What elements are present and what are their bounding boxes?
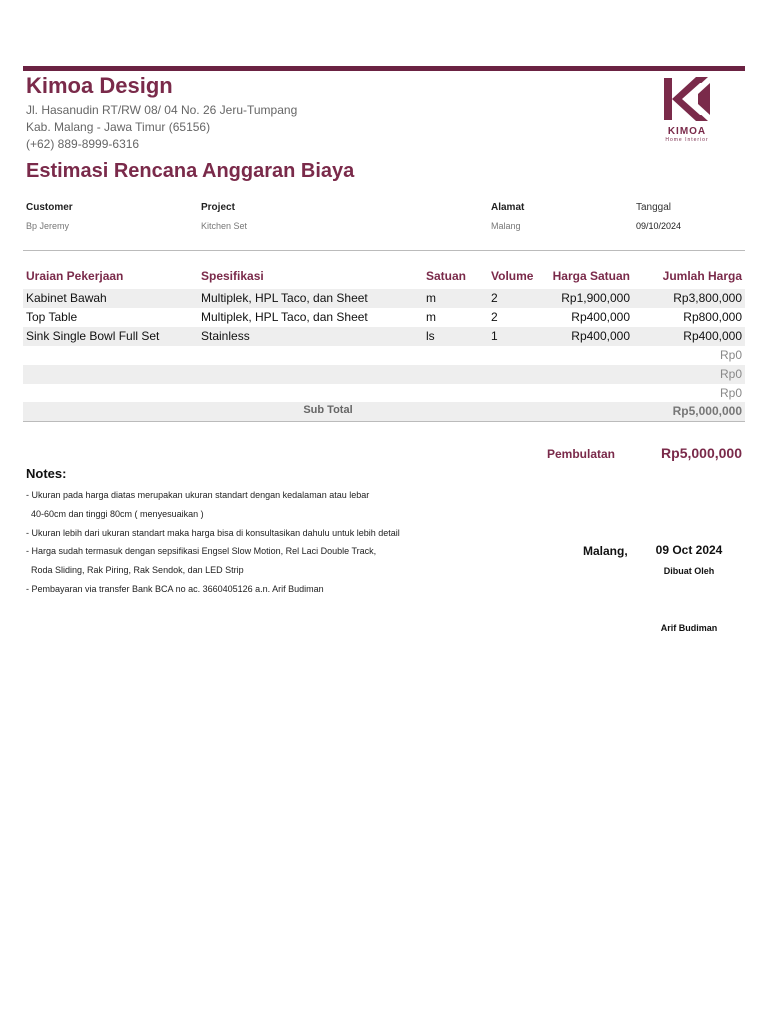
cell-satuan: m — [426, 310, 436, 324]
pembulatan-value: Rp5,000,000 — [661, 445, 742, 461]
column-header-harga-satuan: Harga Satuan — [552, 269, 630, 283]
customer-label: Customer — [26, 202, 73, 213]
document-title: Estimasi Rencana Anggaran Biaya — [26, 160, 355, 182]
project-value: Kitchen Set — [201, 221, 248, 231]
signer-name: Arif Budiman — [660, 623, 718, 633]
column-header-jumlah-harga: Jumlah Harga — [662, 269, 742, 283]
cell-spesifikasi: Stainless — [201, 329, 250, 343]
column-header-spesifikasi: Spesifikasi — [201, 269, 264, 283]
signature-date: 09 Oct 2024 — [655, 543, 723, 557]
column-header-volume: Volume — [491, 269, 534, 283]
cell-jumlah-harga: Rp0 — [719, 367, 742, 381]
subtotal-label: Sub Total — [303, 404, 353, 416]
cell-volume: 2 — [491, 291, 498, 305]
tanggal-label: Tanggal — [636, 202, 672, 213]
cell-satuan: m — [426, 291, 436, 305]
pembulatan-label: Pembulatan — [547, 447, 616, 461]
cell-uraian: Kabinet Bawah — [26, 291, 107, 305]
cell-harga-satuan: Rp400,000 — [571, 310, 630, 324]
note-line: - Pembayaran via transfer Bank BCA no ac. 3660405126 a.n. Arif Budiman — [26, 584, 324, 594]
cell-uraian: Sink Single Bowl Full Set — [26, 329, 160, 343]
note-line: - Ukuran pada harga diatas merupakan ukuran standart dengan kedalaman atau lebar — [26, 490, 370, 500]
note-line: - Ukuran lebih dari ukuran standart maka harga bisa di konsultasikan dahulu untuk lebih detail — [26, 528, 400, 538]
notes-title: Notes: — [26, 466, 67, 481]
kimoa-logo-icon — [652, 74, 722, 124]
project-label: Project — [201, 202, 235, 213]
note-line: Roda Sliding, Rak Piring, Rak Sendok, dan LED Strip — [31, 565, 244, 575]
cell-satuan: ls — [426, 329, 435, 343]
cell-jumlah-harga: Rp0 — [719, 386, 742, 400]
table-row — [23, 346, 745, 365]
cell-spesifikasi: Multiplek, HPL Taco, dan Sheet — [201, 310, 368, 324]
made-by-label: Dibuat Oleh — [663, 566, 715, 576]
cell-harga-satuan: Rp1,900,000 — [561, 291, 630, 305]
alamat-value: Malang — [491, 221, 521, 231]
header-accent-bar — [23, 66, 745, 71]
company-address-line2: Kab. Malang - Jawa Timur (65156) — [26, 120, 211, 134]
note-line: - Harga sudah termasuk dengan sepsifikasi Engsel Slow Motion, Rel Laci Double Track, — [26, 546, 377, 556]
company-phone: (+62) 889-8999-6316 — [26, 137, 140, 151]
column-header-satuan: Satuan — [426, 269, 467, 283]
cell-jumlah-harga: Rp400,000 — [683, 329, 742, 343]
logo-wordmark: KIMOA — [667, 126, 707, 137]
cell-jumlah-harga: Rp3,800,000 — [673, 291, 742, 305]
table-row — [23, 327, 745, 346]
signature-city: Malang, — [583, 544, 628, 558]
subtotal-value: Rp5,000,000 — [672, 404, 742, 418]
cell-jumlah-harga: Rp0 — [719, 348, 742, 362]
cell-spesifikasi: Multiplek, HPL Taco, dan Sheet — [201, 291, 368, 305]
cell-jumlah-harga: Rp800,000 — [683, 310, 742, 324]
column-header-uraian: Uraian Pekerjaan — [26, 269, 124, 283]
cell-harga-satuan: Rp400,000 — [571, 329, 630, 343]
table-row — [23, 365, 745, 384]
note-line: 40-60cm dan tinggi 80cm ( menyesuaikan ) — [31, 509, 204, 519]
company-address-line1: Jl. Hasanudin RT/RW 08/ 04 No. 26 Jeru-Tumpang — [26, 103, 298, 117]
table-row — [23, 289, 745, 308]
divider — [23, 250, 745, 251]
subtotal-row — [23, 402, 745, 421]
alamat-label: Alamat — [491, 202, 525, 213]
company-logo — [652, 74, 722, 146]
cell-volume: 2 — [491, 310, 498, 324]
cell-uraian: Top Table — [26, 310, 78, 324]
table-row — [23, 384, 745, 403]
table-row — [23, 308, 745, 327]
company-name: Kimoa Design — [26, 73, 173, 98]
customer-value: Bp Jeremy — [26, 221, 70, 231]
table-bottom-divider — [23, 421, 745, 422]
tanggal-value: 09/10/2024 — [636, 221, 682, 231]
cell-volume: 1 — [491, 329, 498, 343]
logo-tagline: Home Interior — [665, 137, 709, 143]
